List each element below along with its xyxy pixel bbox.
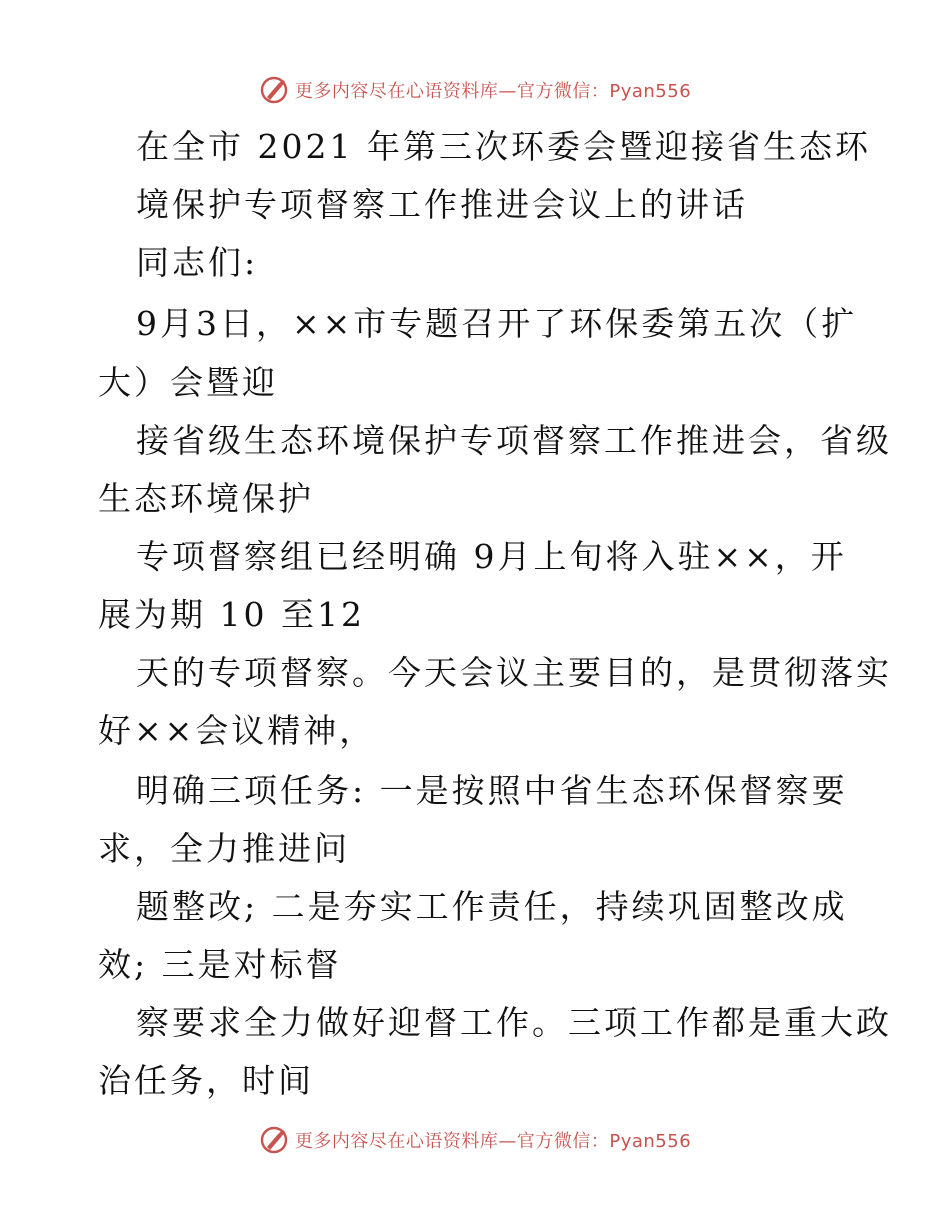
paragraph-line: 治任务，时间 (98, 1061, 314, 1100)
salutation: 同志们: (136, 243, 259, 282)
paragraph-line: 明确三项任务: 一是按照中省生态环保督察要 (136, 771, 848, 810)
title-line-2: 境保护专项督察工作推进会议上的讲话 (136, 185, 748, 224)
paragraph-line: 专项督察组已经明确 9月上旬将入驻××，开 (136, 537, 847, 576)
footer-banner (0, 1120, 950, 1160)
paragraph-line: 接省级生态环境保护专项督察工作推进会，省级 (136, 421, 892, 460)
header-banner-text: 更多内容尽在心语资料库—官方微信：Pyan556 (294, 81, 692, 102)
paragraph-line: 展为期 10 至12 (98, 595, 365, 634)
title-line-1: 在全市 2021 年第三次环委会暨迎接省生态环 (136, 127, 871, 166)
pen-logo-icon (259, 1125, 289, 1155)
paragraph-line: 题整改; 二是夯实工作责任，持续巩固整改成 (136, 887, 848, 926)
paragraph-line: 察要求全力做好迎督工作。三项工作都是重大政 (136, 1003, 892, 1042)
paragraph-line: 求，全力推进问 (98, 829, 350, 868)
paragraph-line: 生态环境保护 (98, 479, 314, 518)
paragraph-line: 效; 三是对标督 (98, 945, 342, 984)
paragraph-line: 好××会议精神， (98, 711, 376, 750)
paragraph-line: 9月3日，××市专题召开了环保委第五次（扩 (136, 304, 858, 343)
paragraph-line: 大）会暨迎 (98, 363, 278, 402)
paragraph-line: 天的专项督察。今天会议主要目的，是贯彻落实 (136, 653, 892, 692)
footer-banner-text: 更多内容尽在心语资料库—官方微信：Pyan556 (294, 1131, 692, 1152)
